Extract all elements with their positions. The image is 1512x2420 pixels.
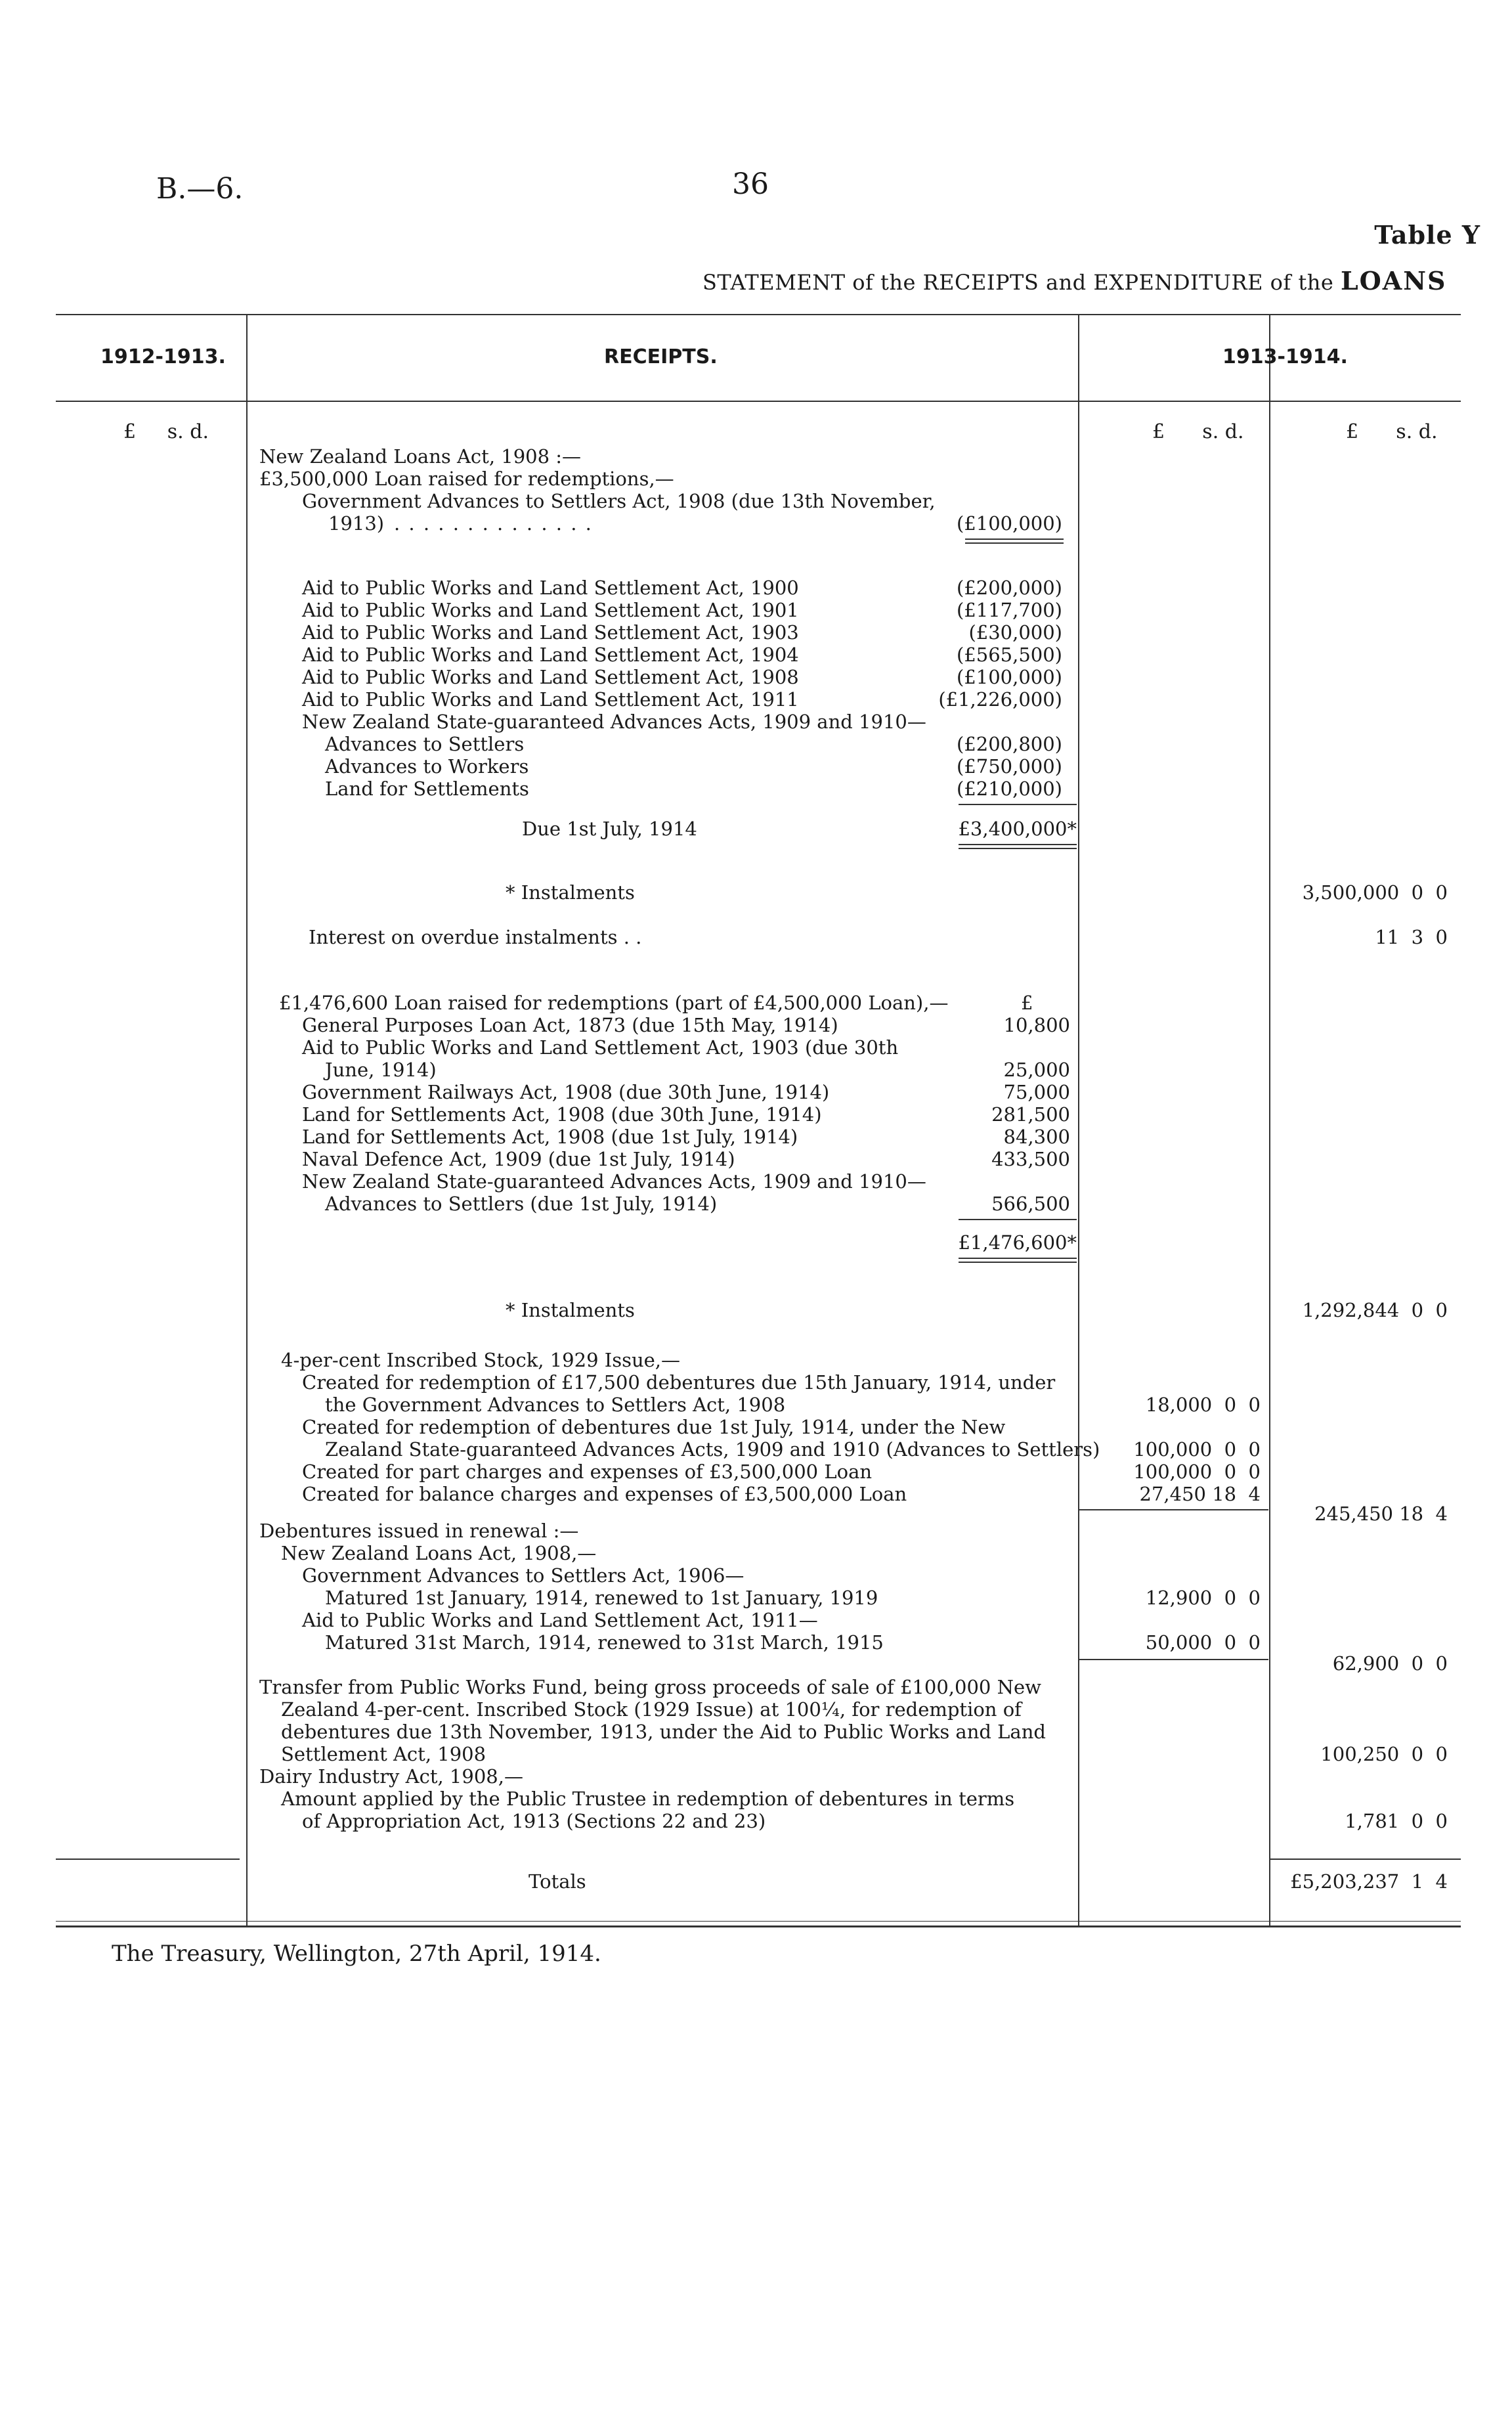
state-row-workers: Advances to Workers bbox=[325, 755, 529, 778]
inscribed-heading: 4-per-cent Inscribed Stock, 1929 Issue,— bbox=[281, 1349, 681, 1371]
leader-dots: . . . . . . . . . . . . . . bbox=[394, 512, 593, 535]
inscribed-amount-4: 27,450 18 4 bbox=[1139, 1483, 1261, 1505]
debentures-heading: Debentures issued in renewal :— bbox=[259, 1520, 579, 1542]
debentures-matured-1: Matured 1st January, 1914, renewed to 1st January, 1919 bbox=[325, 1587, 878, 1609]
interest-label: Interest on overdue instalments . . bbox=[309, 926, 642, 948]
loan2-row-land-july: Land for Settlements Act, 1908 (due 1st July, 1914) bbox=[302, 1126, 798, 1148]
aid-row-1901: Aid to Public Works and Land Settlement Act, 1901 bbox=[302, 599, 799, 621]
transfer-line-3: debentures due 13th November, 1913, under the Aid to Public Works and Land bbox=[281, 1721, 1046, 1743]
inscribed-amount-3: 100,000 0 0 bbox=[1133, 1461, 1261, 1483]
subtotal-rule bbox=[1078, 1509, 1268, 1510]
loan-1476600-heading: £1,476,600 Loan raised for redemptions (part of £4,500,000 Loan),— bbox=[279, 992, 949, 1014]
inscribed-total: 245,450 18 4 bbox=[1314, 1503, 1448, 1525]
instalments-2-label: * Instalments bbox=[506, 1299, 635, 1321]
footer-signature-line: The Treasury, Wellington, 27th April, 1914. bbox=[112, 1941, 601, 1967]
statement-title bbox=[702, 266, 1446, 296]
debentures-nz-loans: New Zealand Loans Act, 1908,— bbox=[281, 1542, 597, 1564]
unit-mid: £ s. d. bbox=[1152, 420, 1244, 443]
subtotal-rule bbox=[959, 1219, 1077, 1220]
state-adv-heading: New Zealand State-guaranteed Advances Acts, 1909 and 1910— bbox=[302, 711, 926, 733]
loan2-row-state: New Zealand State-guaranteed Advances Acts, 1909 and 1910— bbox=[302, 1170, 926, 1193]
col-divider-2 bbox=[1078, 315, 1079, 1925]
loan2-amount-general: 10,800 bbox=[1003, 1014, 1070, 1036]
loan2-amount-land-june: 281,500 bbox=[991, 1103, 1070, 1126]
due-july-label: Due 1st July, 1914 bbox=[522, 818, 697, 840]
inscribed-row-1b: the Government Advances to Settlers Act, 1908 bbox=[325, 1394, 786, 1416]
nz-loans-act-heading: New Zealand Loans Act, 1908 :— bbox=[259, 445, 582, 468]
state-amount-workers: (£750,000) bbox=[956, 755, 1062, 778]
aid-row-1900: Aid to Public Works and Land Settlement Act, 1900 bbox=[302, 577, 799, 599]
statement-bold: LOANS bbox=[1340, 266, 1447, 296]
debentures-total: 62,900 0 0 bbox=[1332, 1652, 1448, 1675]
inscribed-row-1a: Created for redemption of £17,500 debentures due 15th January, 1914, under bbox=[302, 1371, 1056, 1394]
gov-adv-line-a: Government Advances to Settlers Act, 1908 (due 13th November, bbox=[302, 490, 936, 512]
header-rule bbox=[56, 401, 1461, 402]
inscribed-row-3: Created for part charges and expenses of £3,500,000 Loan bbox=[302, 1461, 873, 1483]
gov-adv-line-b: 1913) bbox=[328, 512, 385, 535]
col-head-1912: 1912-1913. bbox=[100, 345, 226, 368]
state-amount-land: (£210,000) bbox=[956, 778, 1062, 800]
due-july-amount: £3,400,000* bbox=[958, 818, 1077, 840]
transfer-line-4: Settlement Act, 1908 bbox=[281, 1743, 486, 1765]
subtotal-rule bbox=[959, 804, 1077, 805]
pound-sign: £ bbox=[1021, 992, 1033, 1014]
aid-row-1903: Aid to Public Works and Land Settlement Act, 1903 bbox=[302, 621, 799, 644]
loan2-amount-railways: 75,000 bbox=[1003, 1081, 1070, 1103]
transfer-amount: 100,250 0 0 bbox=[1320, 1743, 1448, 1765]
loan2-amount-naval: 433,500 bbox=[991, 1148, 1070, 1170]
inscribed-row-4: Created for balance charges and expenses of £3,500,000 Loan bbox=[302, 1483, 907, 1505]
inscribed-amount-2: 100,000 0 0 bbox=[1133, 1438, 1261, 1461]
aid-amount-1901: (£117,700) bbox=[956, 599, 1062, 621]
state-row-settlers: Advances to Settlers bbox=[325, 733, 525, 755]
dairy-line-2: of Appropriation Act, 1913 (Sections 22 and 23) bbox=[302, 1810, 766, 1832]
instalments-2-amount: 1,292,844 0 0 bbox=[1302, 1299, 1448, 1321]
interest-amount: 11 3 0 bbox=[1375, 926, 1448, 948]
loan2-row-naval: Naval Defence Act, 1909 (due 1st July, 1914) bbox=[302, 1148, 735, 1170]
debentures-matured-1-amount: 12,900 0 0 bbox=[1145, 1587, 1261, 1609]
aid-row-1908: Aid to Public Works and Land Settlement Act, 1908 bbox=[302, 666, 799, 688]
loan2-amount-land-july: 84,300 bbox=[1003, 1126, 1070, 1148]
unit-right: £ s. d. bbox=[1346, 420, 1438, 443]
loan-3500000-heading: £3,500,000 Loan raised for redemptions,— bbox=[259, 468, 674, 490]
instalments-1-amount: 3,500,000 0 0 bbox=[1302, 881, 1448, 904]
aid-row-1911: Aid to Public Works and Land Settlement Act, 1911 bbox=[302, 688, 799, 711]
page-number: 36 bbox=[732, 167, 769, 201]
col-divider-1 bbox=[246, 315, 248, 1925]
inscribed-row-2b: Zealand State-guaranteed Advances Acts, 1909 and 1910 (Advances to Settlers) bbox=[325, 1438, 1100, 1461]
document-reference: B.—6. bbox=[156, 172, 244, 206]
dairy-line-1: Amount applied by the Public Trustee in redemption of debentures in terms bbox=[281, 1788, 1015, 1810]
transfer-line-2: Zealand 4-per-cent. Inscribed Stock (1929 Issue) at 100¼, for redemption of bbox=[281, 1698, 1022, 1721]
loan2-row-aid-a: Aid to Public Works and Land Settlement Act, 1903 (due 30th bbox=[302, 1036, 899, 1059]
col-divider-3 bbox=[1269, 315, 1270, 1925]
loan2-amount-aid: 25,000 bbox=[1003, 1059, 1070, 1081]
dairy-heading: Dairy Industry Act, 1908,— bbox=[259, 1765, 523, 1788]
state-amount-settlers: (£200,800) bbox=[956, 733, 1062, 755]
col-head-1913: 1913-1914. bbox=[1222, 345, 1348, 368]
aid-amount-1903: (£30,000) bbox=[968, 621, 1062, 644]
totals-rule-left bbox=[56, 1859, 240, 1860]
debentures-matured-2: Matured 31st March, 1914, renewed to 31st March, 1915 bbox=[325, 1631, 884, 1654]
double-rule bbox=[959, 1258, 1077, 1263]
loan2-row-railways: Government Railways Act, 1908 (due 30th June, 1914) bbox=[302, 1081, 830, 1103]
totals-rule-right bbox=[1270, 1859, 1461, 1860]
debentures-matured-2-amount: 50,000 0 0 bbox=[1145, 1631, 1261, 1654]
subtotal-rule bbox=[1078, 1659, 1268, 1660]
loan2-total: £1,476,600* bbox=[958, 1231, 1077, 1254]
totals-label: Totals bbox=[529, 1870, 586, 1893]
totals-amount: £5,203,237 1 4 bbox=[1290, 1870, 1448, 1893]
table-label: Table Y bbox=[1374, 220, 1480, 250]
statement-text: STATEMENT of the RECEIPTS and EXPENDITURE of the bbox=[702, 270, 1334, 295]
double-rule bbox=[959, 844, 1077, 849]
debentures-gov-adv: Government Advances to Settlers Act, 1906— bbox=[302, 1564, 745, 1587]
aid-amount-1904: (£565,500) bbox=[956, 644, 1062, 666]
gov-adv-amount: (£100,000) bbox=[956, 512, 1062, 535]
loan2-row-general: General Purposes Loan Act, 1873 (due 15th May, 1914) bbox=[302, 1014, 838, 1036]
aid-amount-1911: (£1,226,000) bbox=[938, 688, 1062, 711]
instalments-1-label: * Instalments bbox=[506, 881, 635, 904]
loan2-amount-settlers: 566,500 bbox=[991, 1193, 1070, 1215]
aid-amount-1908: (£100,000) bbox=[956, 666, 1062, 688]
col-head-receipts: RECEIPTS. bbox=[604, 345, 718, 368]
inscribed-row-2a: Created for redemption of debentures due 1st July, 1914, under the New bbox=[302, 1416, 1006, 1438]
transfer-line-1: Transfer from Public Works Fund, being gross proceeds of sale of £100,000 New bbox=[259, 1676, 1041, 1698]
loan2-row-aid-b: June, 1914) bbox=[325, 1059, 437, 1081]
loan2-row-settlers: Advances to Settlers (due 1st July, 1914) bbox=[325, 1193, 718, 1215]
double-rule bbox=[965, 539, 1064, 544]
debentures-aid: Aid to Public Works and Land Settlement Act, 1911— bbox=[302, 1609, 818, 1631]
state-row-land: Land for Settlements bbox=[325, 778, 529, 800]
inscribed-amount-1: 18,000 0 0 bbox=[1145, 1394, 1261, 1416]
unit-left: £ s. d. bbox=[123, 420, 209, 443]
loan2-row-land-june: Land for Settlements Act, 1908 (due 30th June, 1914) bbox=[302, 1103, 822, 1126]
aid-row-1904: Aid to Public Works and Land Settlement Act, 1904 bbox=[302, 644, 799, 666]
aid-amount-1900: (£200,000) bbox=[956, 577, 1062, 599]
dairy-amount: 1,781 0 0 bbox=[1345, 1810, 1448, 1832]
